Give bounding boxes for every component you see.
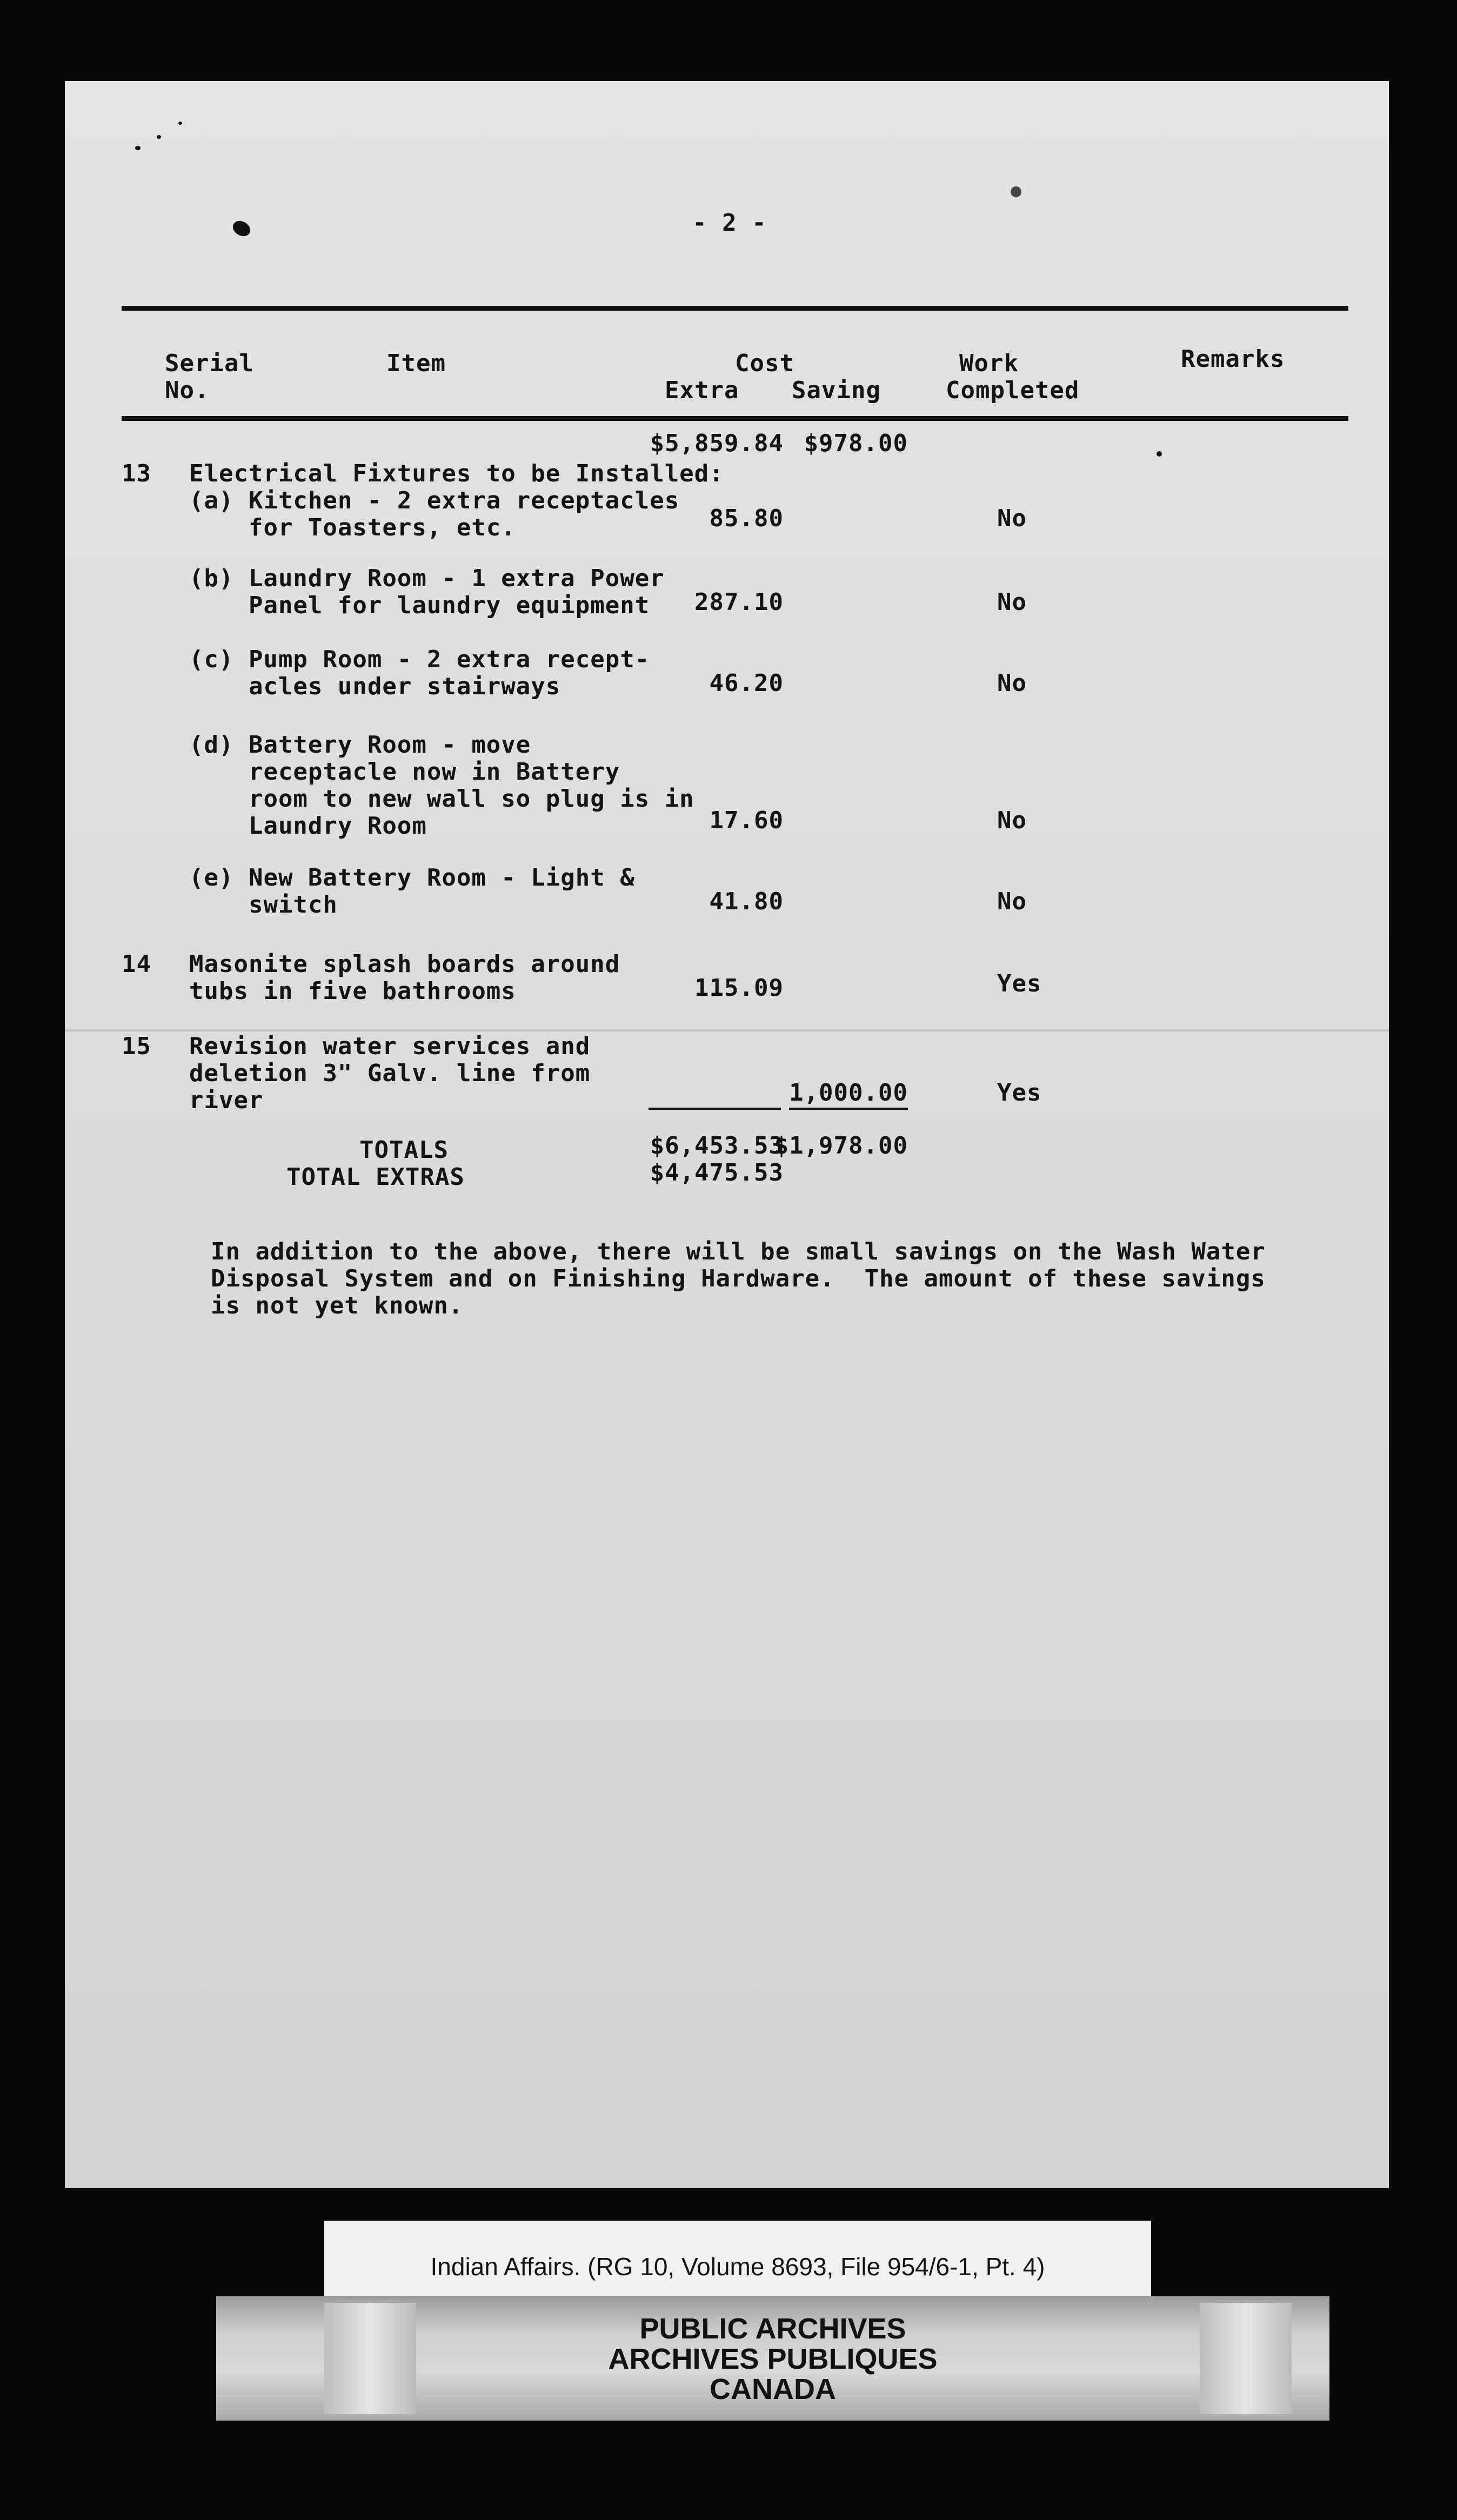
- total-extras-value: $4,475.53: [650, 1159, 784, 1187]
- item-text: Laundry Room: [189, 812, 427, 840]
- cost-saving: 1,000.00: [789, 1079, 908, 1107]
- carried-forward-saving: $978.00: [804, 430, 908, 457]
- totals-extra: $6,453.53: [650, 1132, 784, 1160]
- totals-label: TOTALS: [359, 1136, 449, 1164]
- header-cost: Cost: [735, 350, 794, 377]
- item-text: tubs in five bathrooms: [189, 977, 516, 1005]
- scan-speck: [178, 122, 182, 125]
- cost-extra: 46.20: [709, 669, 784, 697]
- item-text: (c) Pump Room - 2 extra recept-: [189, 646, 650, 673]
- cost-extra: 85.80: [709, 505, 784, 532]
- source-label: Indian Affairs. (RG 10, Volume 8693, File 954/6-1, Pt. 4): [430, 2253, 1045, 2281]
- fold-crease: [65, 1029, 1389, 1031]
- cost-extra: 115.09: [694, 974, 784, 1002]
- item-text: Revision water services and: [189, 1033, 591, 1060]
- archive-stamp-line1: PUBLIC ARCHIVES: [639, 2313, 906, 2345]
- serial-number: 13: [122, 460, 151, 487]
- item-text: receptacle now in Battery: [189, 758, 620, 786]
- header-saving: Saving: [792, 377, 881, 404]
- serial-number: 15: [122, 1033, 151, 1060]
- item-text: (e) New Battery Room - Light &: [189, 864, 635, 892]
- item-text: Electrical Fixtures to be Installed:: [189, 460, 724, 487]
- work-completed: No: [997, 807, 1027, 834]
- header-remarks: Remarks: [1181, 345, 1285, 373]
- cost-extra: 17.60: [709, 807, 784, 834]
- note-line: is not yet known.: [211, 1292, 464, 1319]
- total-extras-label: TOTAL EXTRAS: [286, 1163, 465, 1191]
- cost-extra: 287.10: [694, 588, 784, 616]
- totals-saving: $1,978.00: [774, 1132, 908, 1160]
- extra-column-underline: [649, 1108, 781, 1110]
- item-text: switch: [189, 891, 338, 919]
- header-top-rule: [122, 306, 1348, 311]
- stamp-strip-right-cap: [1200, 2303, 1292, 2414]
- item-text: (b) Laundry Room - 1 extra Power: [189, 565, 665, 592]
- header-work-line2: Completed: [946, 377, 1080, 404]
- serial-number: 14: [122, 950, 151, 978]
- item-text: Masonite splash boards around: [189, 950, 620, 978]
- header-work-line1: Work: [959, 350, 1019, 377]
- work-completed: No: [997, 505, 1027, 532]
- header-extra: Extra: [665, 377, 739, 404]
- work-completed: Yes: [997, 970, 1042, 997]
- item-text: Panel for laundry equipment: [189, 592, 650, 619]
- note-line: Disposal System and on Finishing Hardware. The amount of these savings: [211, 1265, 1266, 1292]
- header-bottom-rule: [122, 416, 1348, 421]
- work-completed: No: [997, 888, 1027, 915]
- work-completed: No: [997, 669, 1027, 697]
- item-text: (d) Battery Room - move: [189, 731, 531, 759]
- item-text: deletion 3" Galv. line from: [189, 1060, 591, 1087]
- header-item: Item: [386, 350, 446, 377]
- cost-extra: 41.80: [709, 888, 784, 915]
- item-text: for Toasters, etc.: [189, 514, 516, 541]
- saving-column-underline: [789, 1108, 908, 1110]
- scan-speck: [157, 135, 161, 139]
- scan-speck: [1011, 186, 1021, 197]
- item-text: (a) Kitchen - 2 extra receptacles: [189, 487, 680, 514]
- work-completed: No: [997, 588, 1027, 616]
- header-serial-line1: Serial: [165, 350, 254, 377]
- carried-forward-extra: $5,859.84: [650, 430, 784, 457]
- scan-speck: [135, 146, 141, 150]
- item-text: acles under stairways: [189, 673, 561, 700]
- archive-stamp-line2: ARCHIVES PUBLIQUES: [608, 2343, 938, 2375]
- scan-speck: [1157, 451, 1162, 457]
- page-number: - 2 -: [692, 209, 767, 237]
- item-text: river: [189, 1087, 264, 1114]
- header-serial-line2: No.: [165, 377, 210, 404]
- archive-stamp-line3: CANADA: [710, 2373, 836, 2405]
- note-line: In addition to the above, there will be small savings on the Wash Water: [211, 1238, 1266, 1265]
- item-text: room to new wall so plug is in: [189, 785, 694, 813]
- work-completed: Yes: [997, 1079, 1042, 1107]
